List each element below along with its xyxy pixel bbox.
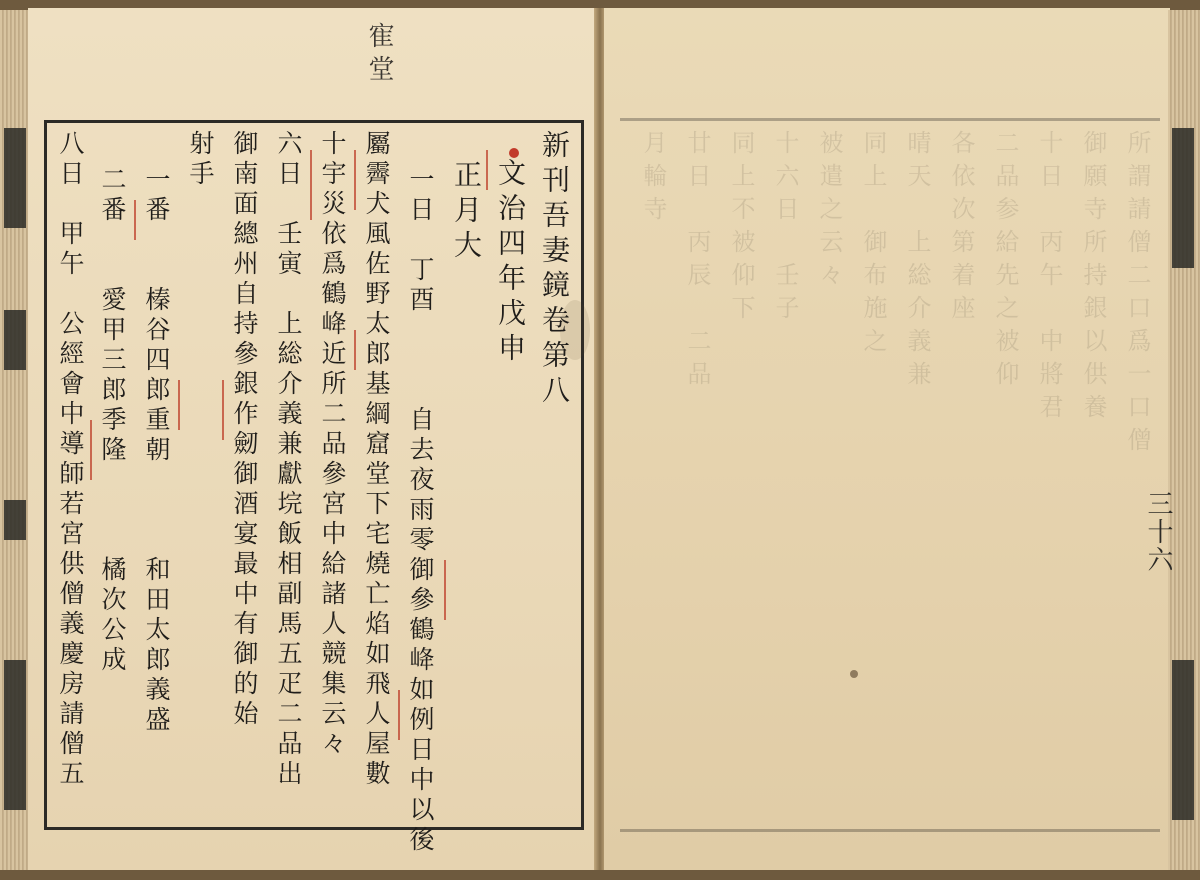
red-annotation-line bbox=[178, 380, 180, 430]
red-annotation-line bbox=[310, 150, 312, 220]
edge-ink-mark bbox=[4, 500, 26, 540]
show-through-column: 二品参給先之被仰 bbox=[991, 130, 1019, 394]
text-column-entry: 射手 bbox=[186, 130, 215, 190]
show-through-column: 被遣之云々 bbox=[815, 130, 843, 295]
text-column-volume-title: 新刊吾妻鏡卷第八 bbox=[538, 130, 571, 410]
paper-stain bbox=[850, 670, 858, 678]
folio-number: 三十六 bbox=[1143, 490, 1173, 574]
show-through-column: 御願寺所持銀以供養 bbox=[1079, 130, 1107, 427]
edge-ink-mark bbox=[1172, 660, 1194, 820]
show-through-column: 同上 御布施之 bbox=[859, 130, 887, 361]
show-through-column: 晴天 上総介義兼 bbox=[903, 130, 931, 394]
red-annotation-line bbox=[444, 560, 446, 620]
text-column-entry: 八日 甲午 公經會中導師若宮供僧義慶房請僧五 bbox=[56, 130, 85, 790]
show-through-column: 月輪寺 bbox=[639, 130, 667, 229]
red-annotation-line bbox=[90, 420, 92, 480]
show-through-column: 各依次第着座 bbox=[947, 130, 975, 328]
red-annotation-line bbox=[134, 200, 136, 240]
show-through-column: 廿日 丙辰 二品 bbox=[683, 130, 711, 394]
text-column-era: 文治四年戊申 bbox=[494, 158, 527, 368]
seal-stamp: 寉堂 bbox=[364, 22, 394, 88]
red-annotation-line bbox=[354, 150, 356, 210]
show-through-column: 同上不被仰下 bbox=[727, 130, 755, 328]
edge-ink-mark bbox=[4, 310, 26, 370]
show-through-column: 十六日 壬子 bbox=[771, 130, 799, 328]
text-column-entry: 一日 丁酉 自去夜雨零御參鶴𡶶如例日中以後 bbox=[406, 166, 435, 856]
show-through-column: 十日 丙午 中將君 bbox=[1035, 130, 1063, 427]
text-column-entry: 一番 榛谷四郎重朝 和田太郎義盛 bbox=[142, 166, 171, 736]
edge-ink-mark bbox=[1172, 128, 1194, 268]
red-annotation-dot bbox=[509, 148, 519, 158]
text-column-entry: 二番 愛甲三郎季隆 橘次公成 bbox=[98, 166, 127, 676]
text-column-entry: 十宇災依爲鶴𡶶近所二品參宮中給諸人競集云々 bbox=[318, 130, 347, 760]
text-column-entry: 屬霽犬風佐野太郎基綱窟堂下宅燒亡焰如飛人屋數 bbox=[362, 130, 391, 790]
red-annotation-line bbox=[398, 690, 400, 740]
red-annotation-line bbox=[222, 380, 224, 440]
text-column-entry: 御南面總州自持參銀作劒御酒宴最中有御的始 bbox=[230, 130, 259, 730]
edge-ink-mark bbox=[4, 660, 26, 810]
red-annotation-line bbox=[354, 330, 356, 370]
left-page-edges bbox=[0, 10, 30, 870]
edge-ink-mark bbox=[4, 128, 26, 228]
text-column-month: 正月大 bbox=[450, 160, 483, 265]
right-page-edges bbox=[1168, 10, 1200, 870]
red-annotation-line bbox=[486, 150, 488, 190]
text-column-entry: 六日 壬寅 上総介義兼獻垸飯相副馬五疋二品出 bbox=[274, 130, 303, 790]
show-through-column: 所謂請僧二口爲一口僧 bbox=[1123, 130, 1151, 460]
